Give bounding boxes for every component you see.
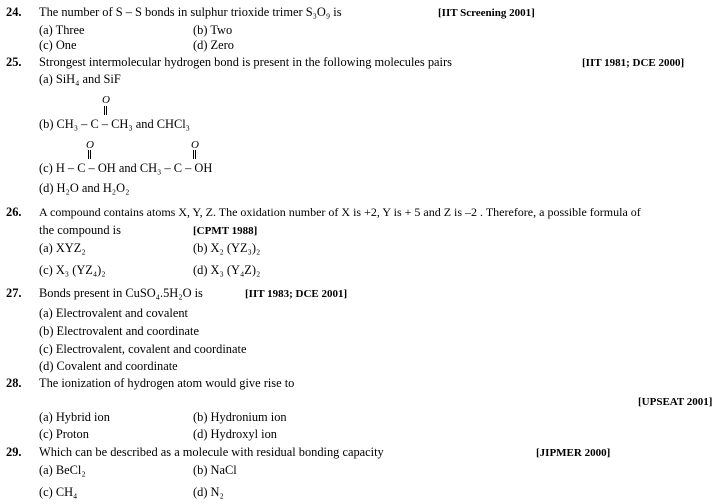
question-24-source: [IIT Screening 2001] bbox=[438, 7, 535, 19]
question-25-option-a: (a) SiH₄ and SiF bbox=[39, 72, 121, 86]
question-27-option-a: (a) Electrovalent and covalent bbox=[39, 306, 188, 320]
question-25-text: Strongest intermolecular hydrogen bond is present in the following molecules pairs bbox=[39, 55, 452, 69]
question-29-option-c: (c) CH₄ bbox=[39, 485, 78, 499]
double-bond-c2 bbox=[193, 150, 196, 159]
question-27-option-b: (b) Electrovalent and coordinate bbox=[39, 324, 199, 338]
question-28-text: The ionization of hydrogen atom would give rise to bbox=[39, 376, 295, 390]
question-27-source: [IIT 1983; DCE 2001] bbox=[245, 288, 348, 300]
question-27-option-c: (c) Electrovalent, covalent and coordinate bbox=[39, 342, 247, 356]
question-26-number: 26. bbox=[6, 205, 22, 219]
question-28-option-c: (c) Proton bbox=[39, 427, 89, 441]
question-28-option-a: (a) Hybrid ion bbox=[39, 410, 110, 424]
question-24-option-b: (b) Two bbox=[193, 23, 233, 37]
question-25-number: 25. bbox=[6, 55, 22, 69]
question-25-option-d: (d) H₂O and H₂O₂ bbox=[39, 181, 130, 195]
question-24-number: 24. bbox=[6, 5, 22, 19]
question-28-option-b: (b) Hydronium ion bbox=[193, 410, 287, 424]
question-29-source: [JIPMER 2000] bbox=[536, 447, 611, 459]
carbonyl-oxygen-b: O bbox=[102, 94, 110, 106]
double-bond-c1 bbox=[88, 150, 91, 159]
question-24-text: The number of S – S bonds in sulphur trioxide trimer S₃O₉ is bbox=[39, 5, 342, 19]
question-29-option-b: (b) NaCl bbox=[193, 463, 237, 477]
question-26-text-line2: the compound is bbox=[39, 223, 121, 237]
question-27-option-d: (d) Covalent and coordinate bbox=[39, 359, 178, 373]
question-26-option-c: (c) X₃ (YZ₄)₂ bbox=[39, 263, 106, 277]
question-28-number: 28. bbox=[6, 376, 22, 390]
question-27-text: Bonds present in CuSO₄.5H₂O is bbox=[39, 286, 203, 300]
question-26-option-a: (a) XYZ₂ bbox=[39, 241, 86, 255]
double-bond-b bbox=[104, 106, 107, 115]
question-28-source: [UPSEAT 2001] bbox=[638, 396, 713, 408]
question-24-option-c: (c) One bbox=[39, 38, 77, 52]
question-26-text-line1: A compound contains atoms X, Y, Z. The oxidation number of X is +2, Y is + 5 and Z is –2 . Therefore, a possible formula of bbox=[39, 205, 641, 219]
question-25-source: [IIT 1981; DCE 2000] bbox=[582, 57, 685, 69]
question-24-option-d: (d) Zero bbox=[193, 38, 234, 52]
question-28-option-d: (d) Hydroxyl ion bbox=[193, 427, 277, 441]
question-29-option-a: (a) BeCl₂ bbox=[39, 463, 86, 477]
question-27-number: 27. bbox=[6, 286, 22, 300]
question-29-option-d: (d) N₂ bbox=[193, 485, 224, 499]
question-26-source: [CPMT 1988] bbox=[193, 225, 258, 237]
question-26-option-b: (b) X₂ (YZ₃)₂ bbox=[193, 241, 261, 255]
question-26-option-d: (d) X₃ (Y₄Z)₂ bbox=[193, 263, 261, 277]
question-25-option-b: (b) CH₃ – C – CH₃ and CHCl₃ bbox=[39, 117, 190, 131]
question-29-text: Which can be described as a molecule with residual bonding capacity bbox=[39, 445, 384, 459]
carbonyl-oxygen-c1: O bbox=[86, 139, 94, 151]
question-29-number: 29. bbox=[6, 445, 22, 459]
question-25-option-c: (c) H – C – OH and CH₃ – C – OH bbox=[39, 161, 213, 175]
carbonyl-oxygen-c2: O bbox=[191, 139, 199, 151]
question-24-option-a: (a) Three bbox=[39, 23, 85, 37]
